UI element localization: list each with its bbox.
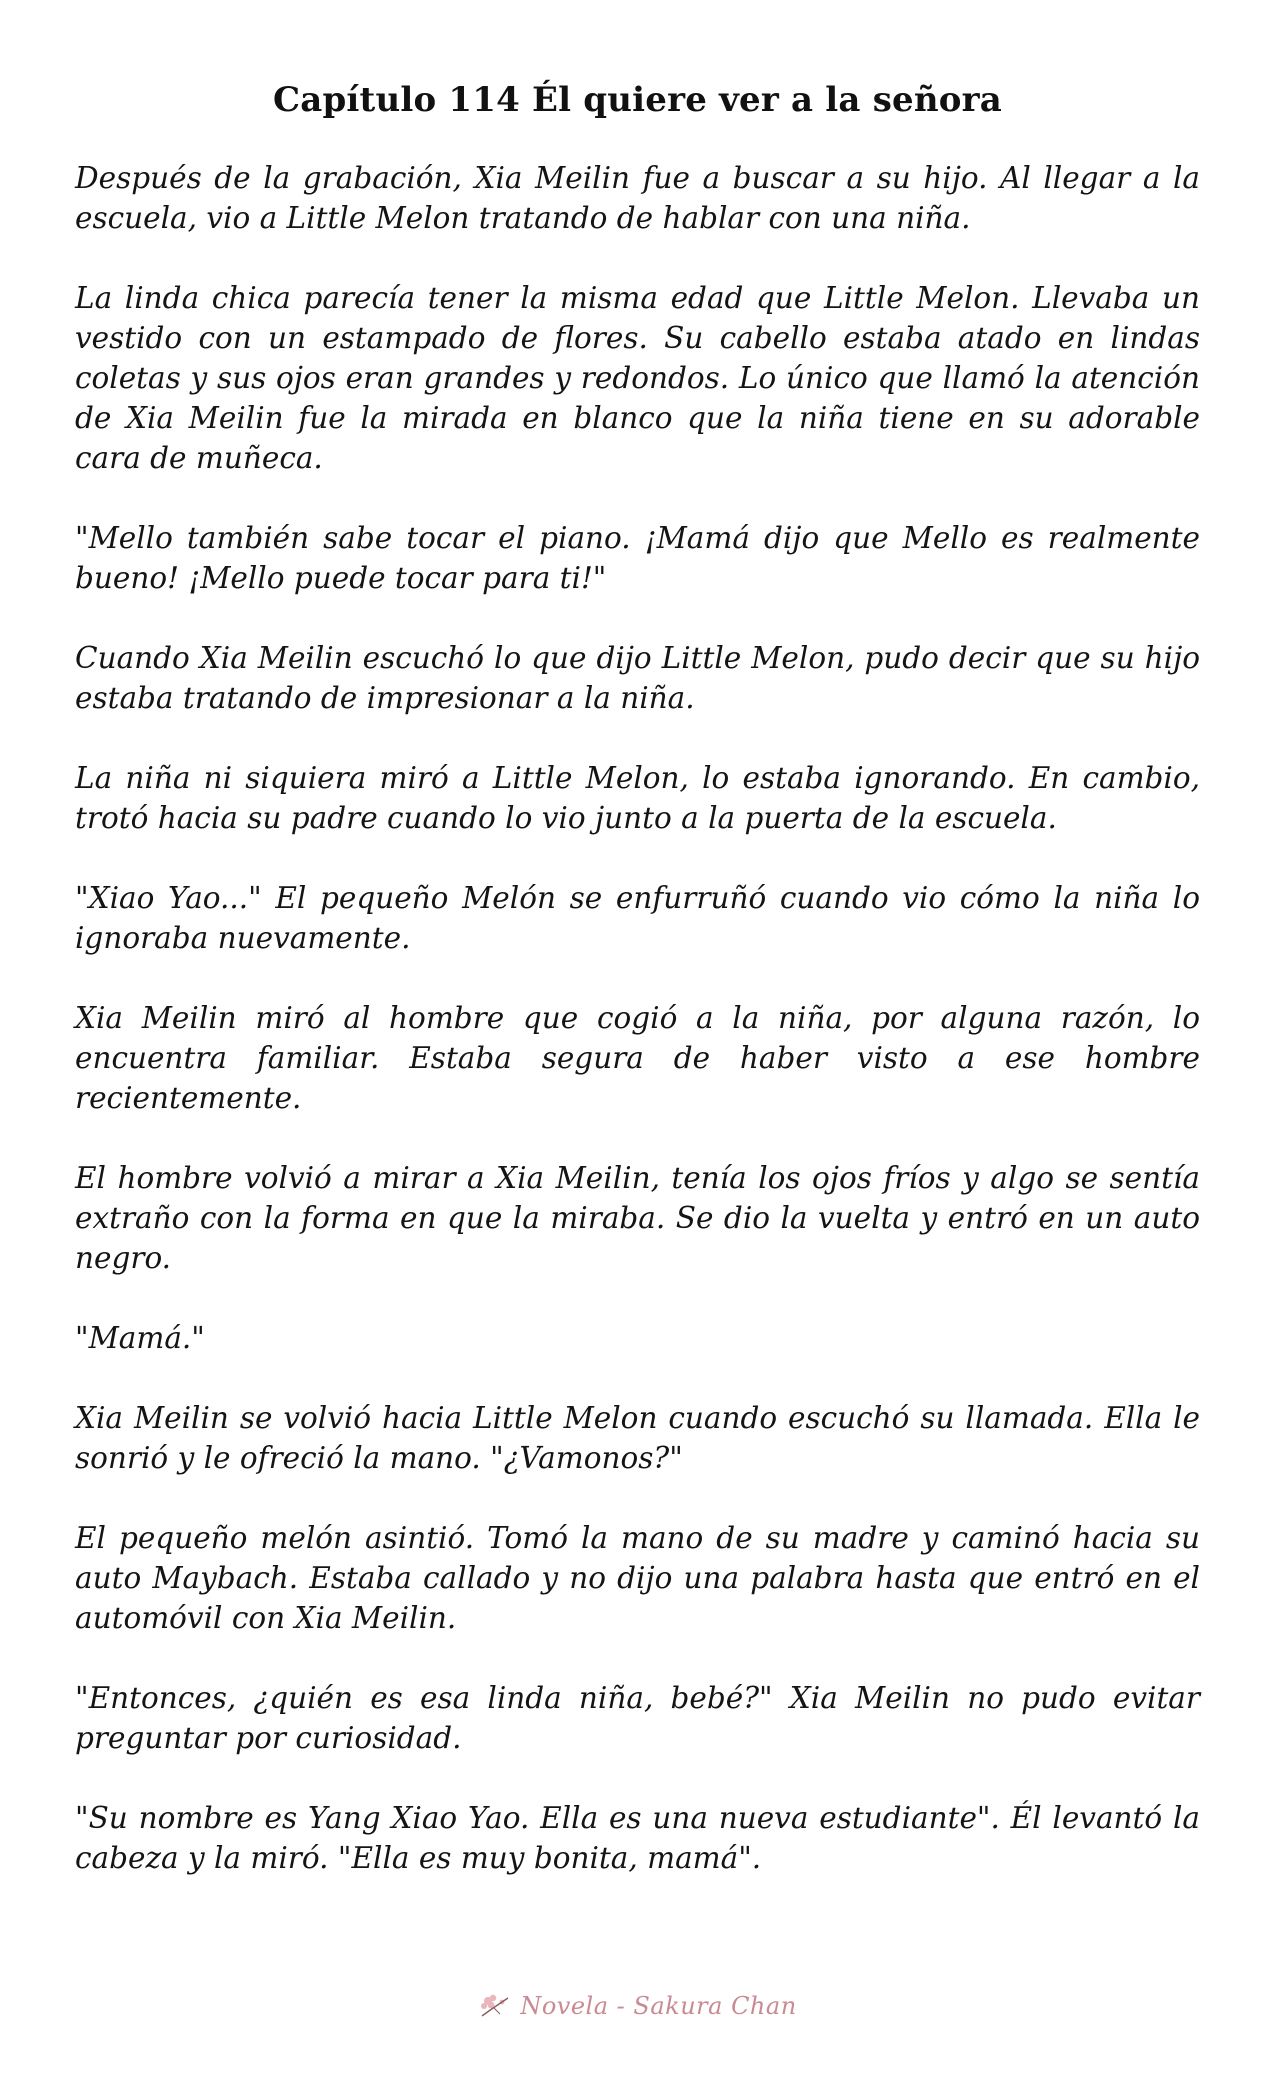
paragraph: "Mamá.": [75, 1321, 205, 1355]
paragraph: El hombre volvió a mirar a Xia Meilin, tenía los ojos fríos y algo se sentía extraño con la forma en que la miraba. Se dio la vuelta y entró en un auto negro.: [75, 1161, 1200, 1275]
paragraph: "Entonces, ¿quién es esa linda niña, bebé?" Xia Meilin no pudo evitar preguntar por curiosidad.: [75, 1681, 1200, 1755]
paragraph: "Mello también sabe tocar el piano. ¡Mamá dijo que Mello es realmente bueno! ¡Mello puede tocar para ti!": [75, 521, 1200, 595]
paragraph: Xia Meilin miró al hombre que cogió a la niña, por alguna razón, lo encuentra familiar. Estaba segura de haber visto a ese hombre recientemente.: [75, 1001, 1200, 1115]
chapter-title: Capítulo 114 Él quiere ver a la señora: [272, 80, 1003, 120]
chapter-body: [75, 158, 1200, 1878]
paragraph: "Xiao Yao..." El pequeño Melón se enfurruñó cuando vio cómo la niña lo ignoraba nuevamente.: [75, 881, 1200, 955]
paragraph: "Su nombre es Yang Xiao Yao. Ella es una nueva estudiante". Él levantó la cabeza y la miró. "Ella es muy bonita, mamá".: [75, 1801, 1200, 1875]
paragraph: El pequeño melón asintió. Tomó la mano de su madre y caminó hacia su auto Maybach. Estaba callado y no dijo una palabra hasta que entró en el automóvil con Xia Meilin.: [75, 1521, 1200, 1635]
paragraph: Después de la grabación, Xia Meilin fue a buscar a su hijo. Al llegar a la escuela, vio a Little Melon tratando de hablar con una niña.: [75, 161, 1200, 235]
watermark-text: Novela - Sakura Chan: [520, 1992, 797, 2020]
paragraph: Xia Meilin se volvió hacia Little Melon cuando escuchó su llamada. Ella le sonrió y le ofreció la mano. "¿Vamonos?": [75, 1401, 1200, 1475]
sakura-flower-icon: [478, 1992, 512, 2020]
paragraph: La linda chica parecía tener la misma edad que Little Melon. Llevaba un vestido con un estampado de flores. Su cabello estaba atado en lindas coletas y sus ojos eran grandes y redondos. Lo único que llamó la atención de Xia Meilin fue la mirada en blanco que la niña tiene en su adorable cara de muñeca.: [75, 281, 1200, 475]
watermark: [0, 1992, 1275, 2032]
paragraph: La niña ni siquiera miró a Little Melon, lo estaba ignorando. En cambio, trotó hacia su padre cuando lo vio junto a la puerta de la escuela.: [75, 761, 1200, 835]
paragraph: Cuando Xia Meilin escuchó lo que dijo Little Melon, pudo decir que su hijo estaba tratando de impresionar a la niña.: [75, 641, 1200, 715]
document-page: [75, 0, 1200, 2100]
